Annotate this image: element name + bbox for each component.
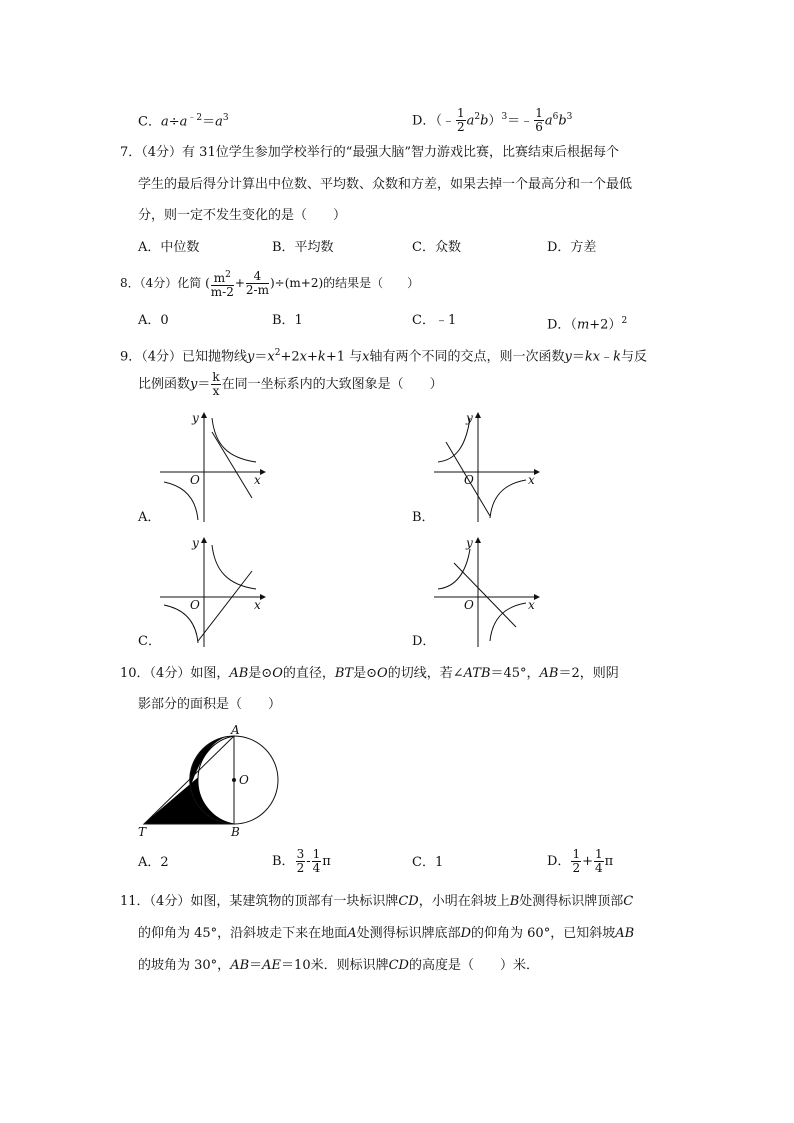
q7-option-b: B．平均数 [272,240,334,255]
point-b-label: B [231,825,240,839]
q9-option-c: C． [138,634,161,649]
fraction: $\frac{1}{2}$ [456,106,465,135]
q11-line-2: 的仰角为 45°，沿斜坡走下来在地面A处测得标识牌底部D的仰角为 60°，已知斜坡AB [138,926,635,941]
x-axis-label: x [528,598,535,612]
y-axis-label: y [192,536,199,550]
q10-figure [136,722,286,840]
q7-option-d: D．方差 [547,240,597,255]
q9-option-b: B． [412,510,435,525]
q9-line-1: 9．（4分）已知抛物线$y=x^2+2x+k+1$ 与x轴有两个不同的交点，则一次函数y＝kx﹣k与反 [120,348,647,365]
fraction: $\frac{1}{2}$ [572,847,581,875]
point-a-label: A [231,723,240,737]
q8-stem: 8．（4分）化简 ( $\frac{m^2}{m-2}$ + $\frac{4}{2-m}$ )÷(m+2)的结果是（ ） [120,269,420,299]
point-t-label: T [138,825,147,839]
fraction: $\frac{3}{2}$ [296,847,305,875]
q10-option-b: B． $\frac{3}{2}$ - $\frac{1}{4}$ π [272,847,331,875]
q8-option-a: A．0 [138,313,169,328]
q6-option-c: C．$a\div a^{﹣2}=a^3$ [138,113,229,130]
q7-line-3: 分，则一定不发生变化的是（ ） [138,208,347,223]
q9-line-2: 比例函数y＝ $\frac{k}{x}$ 在同一坐标系内的大致图象是（ ） [138,370,443,398]
origin-label: O [464,473,474,487]
q7-line-2: 学生的最后得分计算出中位数、平均数、众数和方差，如果去掉一个最高分和一个最低 [138,177,633,192]
q10-option-c: C．1 [412,855,444,870]
q10-option-a: A．2 [138,855,169,870]
x-axis-label: x [254,473,261,487]
x-axis-label: x [528,473,535,487]
q11-line-3: 的坡角为 30°，AB＝AE＝10米．则标识牌CD的高度是（ ）米． [138,958,539,973]
q11-line-1: 11．（4分）如图，某建筑物的顶部有一块标识牌CD，小明在斜坡上B处测得标识牌顶部C [120,894,634,909]
origin-label: O [190,473,200,487]
origin-label: O [190,598,200,612]
fraction: $\frac{m^2}{m-2}$ [210,269,234,299]
y-axis-label: y [192,411,199,425]
q8-option-d: D．$(m+2)^2$ [547,316,628,333]
fraction: $\frac{k}{x}$ [212,370,220,398]
x-axis-label: x [254,598,261,612]
q7-option-c: C．众数 [412,240,461,255]
q9-graph-a [160,410,270,522]
fraction: $\frac{1}{6}$ [535,106,543,135]
fraction: $\frac{1}{4}$ [312,847,321,875]
y-axis-label: y [466,536,473,550]
q8-option-c: C．﹣1 [412,313,457,328]
q9-graph-b [434,410,544,522]
q9-graph-d [434,535,544,647]
q10-line-1: 10．（4分）如图，AB是⊙O的直径，BT是⊙O的切线，若∠ATB＝45°，AB＝2，则阴 [120,666,619,681]
fraction: $\frac{4}{2-m}$ [245,269,269,297]
origin-label: O [464,598,474,612]
fraction: $\frac{1}{4}$ [594,847,603,875]
q6-option-d: D．（﹣ $\frac{1}{2}$ $a^2b)^3=﹣$ $\frac{1}{6}$ $a^6b^3$ [412,106,573,135]
q9-option-d: D． [412,634,436,649]
q9-graph-c [160,535,270,647]
q8-option-b: B．1 [272,313,303,328]
y-axis-label: y [466,411,473,425]
q10-line-2: 影部分的面积是（ ） [138,697,282,712]
q7-line-1: 7．（4分）有 31位学生参加学校举行的“最强大脑”智力游戏比赛，比赛结束后根据每个 [120,145,620,160]
point-o-label: O [239,773,249,787]
q10-option-d: D． $\frac{1}{2}$ + $\frac{1}{4}$ π [547,847,614,875]
q7-option-a: A．中位数 [138,240,200,255]
q9-option-a: A． [138,510,161,525]
